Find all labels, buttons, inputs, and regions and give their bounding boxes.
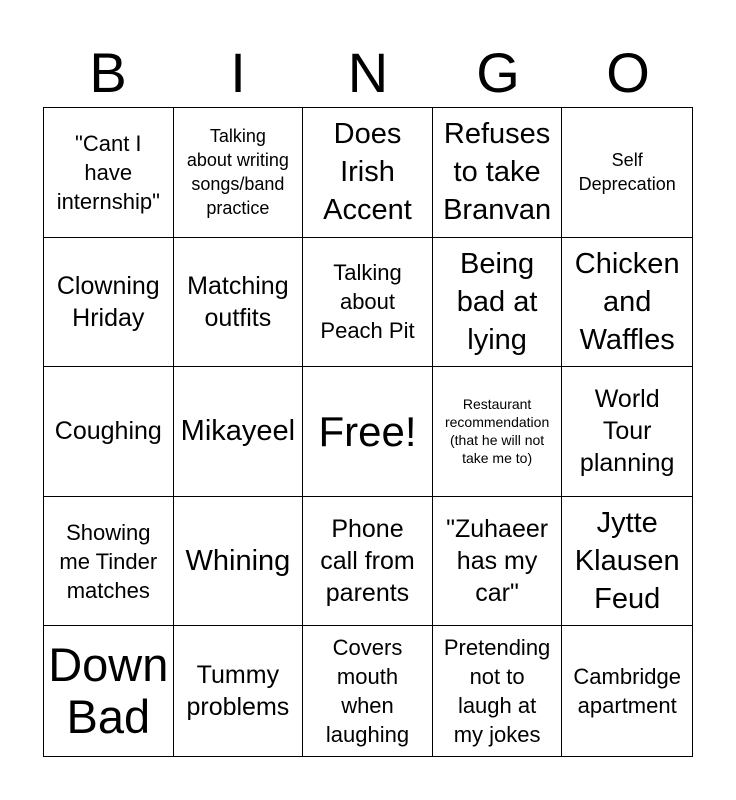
bingo-card bbox=[43, 107, 693, 757]
cell-text: World Tour planning bbox=[579, 385, 675, 478]
bingo-cell[interactable] bbox=[303, 238, 433, 368]
header-letter-i: I bbox=[230, 41, 246, 104]
bingo-cell[interactable] bbox=[174, 367, 304, 497]
bingo-cell[interactable] bbox=[562, 108, 692, 238]
bingo-cell[interactable] bbox=[44, 238, 174, 368]
cell-text: Restaurant recommendation (that he will not take me to) bbox=[444, 396, 550, 467]
bingo-cell[interactable] bbox=[562, 497, 692, 627]
bingo-cell[interactable] bbox=[174, 497, 304, 627]
bingo-cell[interactable] bbox=[174, 626, 304, 756]
bingo-cell[interactable] bbox=[44, 367, 174, 497]
bingo-cell[interactable] bbox=[433, 108, 563, 238]
cell-text: "Zuhaeer has my car" bbox=[446, 515, 549, 608]
bingo-cell[interactable] bbox=[562, 367, 692, 497]
cell-text: Talking about Peach Pit bbox=[320, 260, 415, 344]
cell-text: Phone call from parents bbox=[320, 515, 415, 608]
cell-text: Refuses to take Branvan bbox=[443, 118, 552, 227]
bingo-cell[interactable] bbox=[44, 497, 174, 627]
bingo-cell[interactable] bbox=[562, 626, 692, 756]
bingo-cell[interactable] bbox=[174, 238, 304, 368]
bingo-cell[interactable] bbox=[44, 626, 174, 756]
cell-text: Down Bad bbox=[48, 638, 169, 744]
cell-text: Cambridge apartment bbox=[573, 664, 681, 719]
cell-text: Pretending not to laugh at my jokes bbox=[443, 635, 551, 748]
bingo-cell[interactable] bbox=[44, 108, 174, 238]
cell-text: Chicken and Waffles bbox=[574, 247, 680, 356]
cell-text: Coughing bbox=[54, 417, 162, 446]
bingo-cell[interactable] bbox=[303, 626, 433, 756]
bingo-cell[interactable] bbox=[433, 367, 563, 497]
header-letter-b: B bbox=[89, 41, 127, 104]
bingo-cell[interactable] bbox=[433, 626, 563, 756]
bingo-cell[interactable] bbox=[303, 108, 433, 238]
cell-text: Being bad at lying bbox=[456, 247, 538, 356]
cell-text: Showing me Tinder matches bbox=[59, 519, 158, 603]
bingo-cell[interactable] bbox=[303, 497, 433, 627]
cell-text: Tummy problems bbox=[186, 661, 290, 722]
cell-text: Jytte Klausen Feud bbox=[574, 507, 680, 616]
cell-text: "Cant I have internship" bbox=[56, 130, 160, 214]
cell-text: Whining bbox=[185, 545, 291, 578]
bingo-cell[interactable] bbox=[433, 497, 563, 627]
bingo-header bbox=[43, 40, 693, 106]
cell-text: Covers mouth when laughing bbox=[325, 635, 410, 748]
cell-text: Self Deprecation bbox=[578, 150, 676, 195]
header-letter-o: O bbox=[606, 41, 650, 104]
free-space-cell[interactable] bbox=[303, 367, 433, 497]
cell-text: Mikayeel bbox=[180, 415, 296, 448]
header-letter-g: G bbox=[476, 41, 520, 104]
cell-text: Matching outfits bbox=[187, 271, 289, 332]
header-letter-n: N bbox=[347, 41, 389, 104]
cell-text: Clowning Hriday bbox=[56, 271, 160, 332]
cell-text: Talking about writing songs/band practice bbox=[186, 126, 289, 219]
bingo-cell[interactable] bbox=[433, 238, 563, 368]
bingo-cell[interactable] bbox=[174, 108, 304, 238]
bingo-cell[interactable] bbox=[562, 238, 692, 368]
free-space-text: Free! bbox=[318, 407, 417, 455]
cell-text: Does Irish Accent bbox=[323, 118, 412, 227]
